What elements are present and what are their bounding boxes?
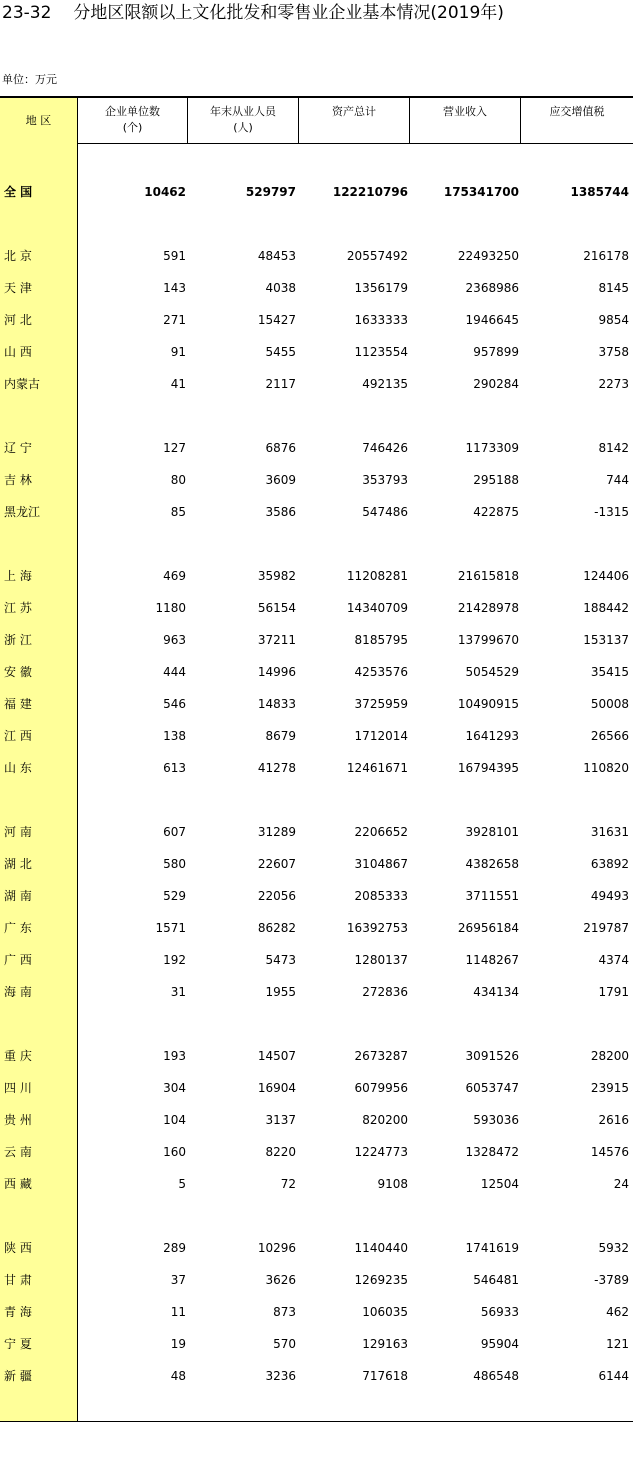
employees-value: 22056 — [257, 889, 296, 903]
region-name: 吉 林 — [4, 473, 32, 487]
revenue-value: 486548 — [473, 1369, 519, 1383]
revenue-value: 295188 — [473, 473, 519, 487]
region-name: 北 京 — [4, 249, 32, 263]
vat-value: 63892 — [590, 857, 629, 871]
revenue-value: 21428978 — [457, 601, 519, 615]
revenue-value: 1148267 — [465, 953, 519, 967]
employees-value: 10296 — [257, 1241, 296, 1255]
vat-value: 1791 — [598, 985, 629, 999]
enterprises-value: 192 — [163, 953, 186, 967]
revenue-value: 16794395 — [457, 761, 519, 775]
table-row — [0, 1078, 633, 1098]
table-row — [0, 758, 633, 778]
table-row — [0, 950, 633, 970]
assets-value: 1633333 — [354, 313, 408, 327]
enterprises-value: 613 — [163, 761, 186, 775]
region-name: 河 北 — [4, 313, 32, 327]
revenue-value: 175341700 — [443, 185, 519, 199]
assets-value: 353793 — [362, 473, 408, 487]
enterprises-value: 193 — [163, 1049, 186, 1063]
table-row — [0, 342, 633, 362]
employees-value: 41278 — [257, 761, 296, 775]
vat-value: 4374 — [598, 953, 629, 967]
table-row — [0, 310, 633, 330]
table-row — [0, 1270, 633, 1290]
revenue-value: 22493250 — [457, 249, 519, 263]
employees-value: 4038 — [265, 281, 296, 295]
vat-value: 110820 — [583, 761, 629, 775]
assets-value: 4253576 — [354, 665, 408, 679]
table-row — [0, 1366, 633, 1386]
enterprises-value: 11 — [170, 1305, 186, 1319]
assets-value: 272836 — [362, 985, 408, 999]
vat-value: 6144 — [598, 1369, 629, 1383]
revenue-value: 1741619 — [465, 1241, 519, 1255]
enterprises-value: 19 — [170, 1337, 186, 1351]
assets-value: 820200 — [362, 1113, 408, 1127]
table-row — [0, 1238, 633, 1258]
vat-value: 31631 — [590, 825, 629, 839]
revenue-value: 1641293 — [465, 729, 519, 743]
employees-value: 31289 — [257, 825, 296, 839]
table-row — [0, 566, 633, 586]
enterprises-value: 138 — [163, 729, 186, 743]
vat-value: 26566 — [590, 729, 629, 743]
table-row — [0, 278, 633, 298]
region-name: 广 东 — [4, 921, 32, 935]
vat-value: 2273 — [598, 377, 629, 391]
enterprises-value: 469 — [163, 569, 186, 583]
enterprises-value: 607 — [163, 825, 186, 839]
vat-value: 5932 — [598, 1241, 629, 1255]
table-bottom-rule — [0, 1421, 633, 1422]
employees-value: 8220 — [265, 1145, 296, 1159]
vat-value: 188442 — [583, 601, 629, 615]
table-row — [0, 726, 633, 746]
revenue-value: 6053747 — [465, 1081, 519, 1095]
assets-value: 1356179 — [354, 281, 408, 295]
revenue-value: 434134 — [473, 985, 519, 999]
vat-value: 35415 — [590, 665, 629, 679]
assets-value: 12461671 — [346, 761, 408, 775]
enterprises-value: 5 — [178, 1177, 186, 1191]
unit-label: 单位：万元 — [2, 73, 57, 86]
assets-value: 6079956 — [354, 1081, 408, 1095]
enterprises-value: 48 — [170, 1369, 186, 1383]
table-row — [0, 374, 633, 394]
employees-value: 2117 — [265, 377, 296, 391]
enterprises-value: 37 — [170, 1273, 186, 1287]
assets-value: 1712014 — [354, 729, 408, 743]
table-row-total — [0, 182, 633, 202]
employees-value: 15427 — [257, 313, 296, 327]
table-row — [0, 502, 633, 522]
assets-value: 20557492 — [346, 249, 408, 263]
region-name: 海 南 — [4, 985, 32, 999]
region-name: 广 西 — [4, 953, 32, 967]
region-name: 山 西 — [4, 345, 32, 359]
vat-value: 2616 — [598, 1113, 629, 1127]
assets-value: 1224773 — [354, 1145, 408, 1159]
vat-value: 24 — [613, 1177, 629, 1191]
employees-value: 6876 — [265, 441, 296, 455]
enterprises-value: 963 — [163, 633, 186, 647]
vat-value: 28200 — [590, 1049, 629, 1063]
table-row — [0, 1142, 633, 1162]
table-row — [0, 1046, 633, 1066]
enterprises-value: 104 — [163, 1113, 186, 1127]
assets-value: 1123554 — [354, 345, 408, 359]
assets-value: 746426 — [362, 441, 408, 455]
header-enterprises-unit: (个) — [122, 121, 143, 134]
enterprises-value: 444 — [163, 665, 186, 679]
assets-value: 3725959 — [354, 697, 408, 711]
enterprises-value: 80 — [170, 473, 186, 487]
enterprises-value: 591 — [163, 249, 186, 263]
employees-value: 14996 — [257, 665, 296, 679]
table-row — [0, 662, 633, 682]
table-row — [0, 598, 633, 618]
revenue-value: 10490915 — [457, 697, 519, 711]
region-name: 湖 北 — [4, 857, 32, 871]
table-row — [0, 886, 633, 906]
enterprises-value: 529 — [163, 889, 186, 903]
vat-value: 8142 — [598, 441, 629, 455]
employees-value: 3609 — [265, 473, 296, 487]
revenue-value: 56933 — [480, 1305, 519, 1319]
page-title — [2, 2, 504, 24]
employees-value: 72 — [280, 1177, 296, 1191]
assets-value: 9108 — [377, 1177, 408, 1191]
revenue-value: 21615818 — [457, 569, 519, 583]
enterprises-value: 10462 — [144, 185, 186, 199]
employees-value: 5473 — [265, 953, 296, 967]
table-title: 分地区限额以上文化批发和零售业企业基本情况(2019年) — [73, 3, 504, 23]
revenue-value: 4382658 — [465, 857, 519, 871]
employees-value: 56154 — [257, 601, 296, 615]
header-employees-label: 年末从业人员 — [210, 105, 276, 118]
header-vat — [521, 98, 633, 144]
employees-value: 22607 — [257, 857, 296, 871]
vat-value: 14576 — [590, 1145, 629, 1159]
enterprises-value: 1180 — [155, 601, 186, 615]
revenue-value: 26956184 — [457, 921, 519, 935]
revenue-value: 12504 — [480, 1177, 519, 1191]
header-region-label: 地 区 — [25, 114, 52, 127]
header-region — [0, 98, 78, 144]
revenue-value: 1328472 — [465, 1145, 519, 1159]
table-row — [0, 470, 633, 490]
region-name: 青 海 — [4, 1305, 32, 1319]
region-name: 全 国 — [4, 185, 33, 199]
vat-value: 219787 — [583, 921, 629, 935]
table-row — [0, 1174, 633, 1194]
employees-value: 5455 — [265, 345, 296, 359]
region-name: 河 南 — [4, 825, 32, 839]
header-enterprises — [78, 98, 188, 144]
employees-value: 35982 — [257, 569, 296, 583]
enterprises-value: 143 — [163, 281, 186, 295]
enterprises-value: 41 — [170, 377, 186, 391]
assets-value: 3104867 — [354, 857, 408, 871]
table-row — [0, 1334, 633, 1354]
employees-value: 37211 — [257, 633, 296, 647]
vat-value: 1385744 — [570, 185, 629, 199]
table-row — [0, 854, 633, 874]
vat-value: 3758 — [598, 345, 629, 359]
enterprises-value: 546 — [163, 697, 186, 711]
assets-value: 547486 — [362, 505, 408, 519]
header-employees-unit: (人) — [233, 121, 253, 134]
table-number: 23-32 — [2, 3, 52, 23]
assets-value: 1140440 — [354, 1241, 408, 1255]
employees-value: 86282 — [257, 921, 296, 935]
revenue-value: 1173309 — [465, 441, 519, 455]
region-name: 云 南 — [4, 1145, 32, 1159]
vat-value: 121 — [606, 1337, 629, 1351]
header-assets-label: 资产总计 — [332, 105, 376, 118]
revenue-value: 3091526 — [465, 1049, 519, 1063]
revenue-value: 422875 — [473, 505, 519, 519]
employees-value: 3137 — [265, 1113, 296, 1127]
region-name: 辽 宁 — [4, 441, 32, 455]
table-row — [0, 918, 633, 938]
enterprises-value: 127 — [163, 441, 186, 455]
region-name: 甘 肃 — [4, 1273, 32, 1287]
region-name: 重 庆 — [4, 1049, 32, 1063]
header-revenue-label: 营业收入 — [443, 105, 487, 118]
table-row — [0, 1302, 633, 1322]
revenue-value: 3928101 — [465, 825, 519, 839]
revenue-value: 13799670 — [457, 633, 519, 647]
vat-value: -1315 — [594, 505, 629, 519]
assets-value: 106035 — [362, 1305, 408, 1319]
employees-value: 3626 — [265, 1273, 296, 1287]
employees-value: 48453 — [257, 249, 296, 263]
region-name: 内蒙古 — [4, 377, 41, 391]
region-name: 江 苏 — [4, 601, 32, 615]
header-employees — [188, 98, 299, 144]
region-name: 贵 州 — [4, 1113, 32, 1127]
employees-value: 14833 — [257, 697, 296, 711]
region-name: 陕 西 — [4, 1241, 32, 1255]
table-row — [0, 822, 633, 842]
assets-value: 2085333 — [354, 889, 408, 903]
employees-value: 14507 — [257, 1049, 296, 1063]
header-revenue — [410, 98, 521, 144]
header-vat-label: 应交增值税 — [549, 105, 605, 118]
enterprises-value: 580 — [163, 857, 186, 871]
region-name: 安 徽 — [4, 665, 32, 679]
assets-value: 1280137 — [354, 953, 408, 967]
assets-value: 122210796 — [332, 185, 408, 199]
enterprises-value: 304 — [163, 1081, 186, 1095]
enterprises-value: 91 — [170, 345, 186, 359]
table-row — [0, 694, 633, 714]
vat-value: 23915 — [590, 1081, 629, 1095]
assets-value: 1269235 — [354, 1273, 408, 1287]
vat-value: 124406 — [583, 569, 629, 583]
table-row — [0, 630, 633, 650]
vat-value: 216178 — [583, 249, 629, 263]
vat-value: 50008 — [590, 697, 629, 711]
header-enterprises-label: 企业单位数 — [105, 105, 160, 118]
region-name: 上 海 — [4, 569, 32, 583]
region-name: 黑龙江 — [4, 505, 41, 519]
region-name: 西 藏 — [4, 1177, 32, 1191]
region-name: 四 川 — [4, 1081, 32, 1095]
employees-value: 873 — [273, 1305, 296, 1319]
revenue-value: 2368986 — [465, 281, 519, 295]
assets-value: 16392753 — [346, 921, 408, 935]
enterprises-value: 271 — [163, 313, 186, 327]
table-header — [0, 96, 633, 144]
region-name: 湖 南 — [4, 889, 32, 903]
assets-value: 129163 — [362, 1337, 408, 1351]
revenue-value: 5054529 — [465, 665, 519, 679]
revenue-value: 546481 — [473, 1273, 519, 1287]
table-row — [0, 246, 633, 266]
enterprises-value: 160 — [163, 1145, 186, 1159]
table-row — [0, 1110, 633, 1130]
employees-value: 16904 — [257, 1081, 296, 1095]
enterprises-value: 31 — [170, 985, 186, 999]
table-row — [0, 438, 633, 458]
region-name: 江 西 — [4, 729, 32, 743]
vat-value: 9854 — [598, 313, 629, 327]
region-name: 天 津 — [4, 281, 32, 295]
enterprises-value: 289 — [163, 1241, 186, 1255]
region-column-band — [0, 144, 78, 1422]
revenue-value: 95904 — [480, 1337, 519, 1351]
assets-value: 14340709 — [346, 601, 408, 615]
vat-value: 8145 — [598, 281, 629, 295]
assets-value: 492135 — [362, 377, 408, 391]
revenue-value: 593036 — [473, 1113, 519, 1127]
assets-value: 717618 — [362, 1369, 408, 1383]
employees-value: 1955 — [265, 985, 296, 999]
employees-value: 3586 — [265, 505, 296, 519]
assets-value: 2673287 — [354, 1049, 408, 1063]
vat-value: 744 — [606, 473, 629, 487]
header-assets — [299, 98, 410, 144]
assets-value: 2206652 — [354, 825, 408, 839]
revenue-value: 290284 — [473, 377, 519, 391]
employees-value: 570 — [273, 1337, 296, 1351]
enterprises-value: 85 — [170, 505, 186, 519]
enterprises-value: 1571 — [155, 921, 186, 935]
employees-value: 8679 — [265, 729, 296, 743]
region-name: 宁 夏 — [4, 1337, 32, 1351]
region-name: 新 疆 — [4, 1369, 32, 1383]
assets-value: 8185795 — [354, 633, 408, 647]
revenue-value: 1946645 — [465, 313, 519, 327]
region-name: 福 建 — [4, 697, 32, 711]
revenue-value: 957899 — [473, 345, 519, 359]
assets-value: 11208281 — [346, 569, 408, 583]
vat-value: -3789 — [594, 1273, 629, 1287]
revenue-value: 3711551 — [465, 889, 519, 903]
region-name: 山 东 — [4, 761, 32, 775]
table-row — [0, 982, 633, 1002]
employees-value: 529797 — [245, 185, 296, 199]
vat-value: 462 — [606, 1305, 629, 1319]
vat-value: 153137 — [583, 633, 629, 647]
vat-value: 49493 — [590, 889, 629, 903]
employees-value: 3236 — [265, 1369, 296, 1383]
region-name: 浙 江 — [4, 633, 32, 647]
